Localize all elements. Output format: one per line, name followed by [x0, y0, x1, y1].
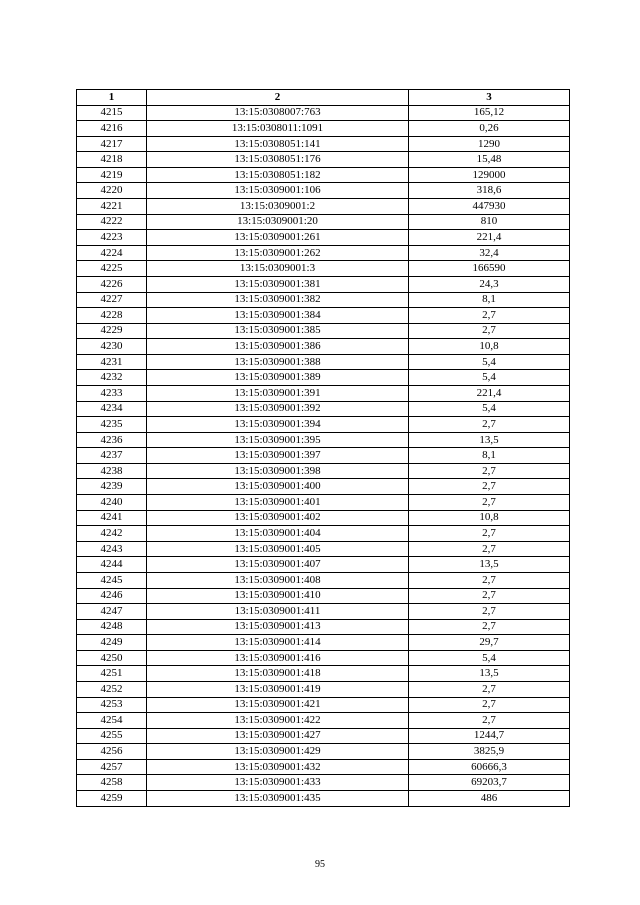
table-row [77, 152, 570, 168]
value-cell: 1244,7 [409, 728, 570, 744]
value-cell: 10,8 [409, 339, 570, 355]
cadastral-number-cell: 13:15:0309001:392 [147, 401, 409, 417]
value-cell: 2,7 [409, 526, 570, 542]
table-row [77, 791, 570, 807]
row-number-cell: 4254 [77, 713, 147, 729]
table-row [77, 214, 570, 230]
row-number-cell: 4252 [77, 681, 147, 697]
row-number-cell: 4219 [77, 167, 147, 183]
value-cell: 10,8 [409, 510, 570, 526]
value-cell: 2,7 [409, 308, 570, 324]
row-number-cell: 4231 [77, 354, 147, 370]
table-row [77, 572, 570, 588]
cadastral-number-cell: 13:15:0309001:20 [147, 214, 409, 230]
data-table [76, 89, 570, 807]
row-number-cell: 4222 [77, 214, 147, 230]
table-row [77, 728, 570, 744]
value-cell: 318,6 [409, 183, 570, 199]
value-cell: 3825,9 [409, 744, 570, 760]
cadastral-number-cell: 13:15:0309001:381 [147, 276, 409, 292]
table-row [77, 245, 570, 261]
row-number-cell: 4237 [77, 448, 147, 464]
value-cell: 32,4 [409, 245, 570, 261]
table-header-row [77, 90, 570, 106]
row-number-cell: 4230 [77, 339, 147, 355]
value-cell: 5,4 [409, 401, 570, 417]
cadastral-number-cell: 13:15:0308011:1091 [147, 121, 409, 137]
cadastral-number-cell: 13:15:0309001:391 [147, 385, 409, 401]
row-number-cell: 4248 [77, 619, 147, 635]
cadastral-number-cell: 13:15:0309001:106 [147, 183, 409, 199]
value-cell: 447930 [409, 199, 570, 215]
row-number-cell: 4221 [77, 199, 147, 215]
table-row [77, 541, 570, 557]
table-row [77, 495, 570, 511]
table-row [77, 261, 570, 277]
value-cell: 24,3 [409, 276, 570, 292]
value-cell: 166590 [409, 261, 570, 277]
row-number-cell: 4249 [77, 635, 147, 651]
row-number-cell: 4243 [77, 541, 147, 557]
column-header-1: 1 [77, 90, 147, 106]
value-cell: 2,7 [409, 495, 570, 511]
table-row [77, 759, 570, 775]
table-row [77, 448, 570, 464]
row-number-cell: 4258 [77, 775, 147, 791]
value-cell: 2,7 [409, 588, 570, 604]
row-number-cell: 4215 [77, 105, 147, 121]
cadastral-number-cell: 13:15:0309001:2 [147, 199, 409, 215]
table-row [77, 230, 570, 246]
table-row [77, 105, 570, 121]
cadastral-number-cell: 13:15:0309001:261 [147, 230, 409, 246]
value-cell: 2,7 [409, 479, 570, 495]
table-row [77, 370, 570, 386]
table-row [77, 666, 570, 682]
value-cell: 2,7 [409, 541, 570, 557]
cadastral-number-cell: 13:15:0309001:3 [147, 261, 409, 277]
table-row [77, 526, 570, 542]
row-number-cell: 4255 [77, 728, 147, 744]
row-number-cell: 4256 [77, 744, 147, 760]
row-number-cell: 4234 [77, 401, 147, 417]
value-cell: 60666,3 [409, 759, 570, 775]
row-number-cell: 4247 [77, 604, 147, 620]
cadastral-number-cell: 13:15:0309001:398 [147, 463, 409, 479]
cadastral-number-cell: 13:15:0309001:388 [147, 354, 409, 370]
cadastral-number-cell: 13:15:0309001:422 [147, 713, 409, 729]
value-cell: 8,1 [409, 292, 570, 308]
row-number-cell: 4232 [77, 370, 147, 386]
row-number-cell: 4225 [77, 261, 147, 277]
cadastral-number-cell: 13:15:0309001:433 [147, 775, 409, 791]
cadastral-number-cell: 13:15:0309001:384 [147, 308, 409, 324]
cadastral-number-cell: 13:15:0309001:397 [147, 448, 409, 464]
value-cell: 2,7 [409, 681, 570, 697]
row-number-cell: 4257 [77, 759, 147, 775]
value-cell: 129000 [409, 167, 570, 183]
row-number-cell: 4251 [77, 666, 147, 682]
cadastral-number-cell: 13:15:0309001:395 [147, 432, 409, 448]
cadastral-number-cell: 13:15:0308007:763 [147, 105, 409, 121]
cadastral-number-cell: 13:15:0309001:386 [147, 339, 409, 355]
value-cell: 8,1 [409, 448, 570, 464]
value-cell: 2,7 [409, 604, 570, 620]
row-number-cell: 4245 [77, 572, 147, 588]
row-number-cell: 4233 [77, 385, 147, 401]
table-row [77, 401, 570, 417]
row-number-cell: 4229 [77, 323, 147, 339]
row-number-cell: 4236 [77, 432, 147, 448]
table-row [77, 775, 570, 791]
value-cell: 2,7 [409, 323, 570, 339]
page-number: 95 [315, 859, 325, 870]
table-body [77, 105, 570, 806]
value-cell: 5,4 [409, 370, 570, 386]
table-row [77, 121, 570, 137]
cadastral-number-cell: 13:15:0309001:413 [147, 619, 409, 635]
table-row [77, 136, 570, 152]
value-cell: 2,7 [409, 463, 570, 479]
value-cell: 2,7 [409, 697, 570, 713]
table-row [77, 276, 570, 292]
table-row [77, 479, 570, 495]
table-row [77, 510, 570, 526]
table-row [77, 199, 570, 215]
table-row [77, 604, 570, 620]
value-cell: 0,26 [409, 121, 570, 137]
row-number-cell: 4246 [77, 588, 147, 604]
table-row [77, 463, 570, 479]
row-number-cell: 4250 [77, 650, 147, 666]
row-number-cell: 4259 [77, 791, 147, 807]
value-cell: 29,7 [409, 635, 570, 651]
cadastral-number-cell: 13:15:0309001:435 [147, 791, 409, 807]
value-cell: 221,4 [409, 230, 570, 246]
value-cell: 2,7 [409, 572, 570, 588]
table-row [77, 432, 570, 448]
value-cell: 2,7 [409, 619, 570, 635]
cadastral-number-cell: 13:15:0309001:408 [147, 572, 409, 588]
table-row [77, 557, 570, 573]
table-row [77, 650, 570, 666]
cadastral-number-cell: 13:15:0309001:400 [147, 479, 409, 495]
table-row [77, 339, 570, 355]
row-number-cell: 4238 [77, 463, 147, 479]
value-cell: 5,4 [409, 354, 570, 370]
table-row [77, 619, 570, 635]
cadastral-number-cell: 13:15:0309001:262 [147, 245, 409, 261]
table-row [77, 385, 570, 401]
table-row [77, 635, 570, 651]
cadastral-number-cell: 13:15:0309001:401 [147, 495, 409, 511]
row-number-cell: 4224 [77, 245, 147, 261]
row-number-cell: 4241 [77, 510, 147, 526]
value-cell: 221,4 [409, 385, 570, 401]
table-row [77, 744, 570, 760]
cadastral-number-cell: 13:15:0309001:429 [147, 744, 409, 760]
table-row [77, 713, 570, 729]
table-row [77, 167, 570, 183]
row-number-cell: 4218 [77, 152, 147, 168]
value-cell: 810 [409, 214, 570, 230]
value-cell: 2,7 [409, 713, 570, 729]
value-cell: 13,5 [409, 432, 570, 448]
value-cell: 2,7 [409, 417, 570, 433]
cadastral-number-cell: 13:15:0308051:182 [147, 167, 409, 183]
cadastral-number-cell: 13:15:0309001:405 [147, 541, 409, 557]
table-row [77, 308, 570, 324]
value-cell: 13,5 [409, 666, 570, 682]
row-number-cell: 4239 [77, 479, 147, 495]
row-number-cell: 4242 [77, 526, 147, 542]
row-number-cell: 4244 [77, 557, 147, 573]
cadastral-number-cell: 13:15:0309001:404 [147, 526, 409, 542]
cadastral-number-cell: 13:15:0309001:407 [147, 557, 409, 573]
cadastral-number-cell: 13:15:0309001:432 [147, 759, 409, 775]
column-header-3: 3 [409, 90, 570, 106]
row-number-cell: 4226 [77, 276, 147, 292]
cadastral-number-cell: 13:15:0309001:416 [147, 650, 409, 666]
value-cell: 1290 [409, 136, 570, 152]
value-cell: 69203,7 [409, 775, 570, 791]
row-number-cell: 4227 [77, 292, 147, 308]
value-cell: 486 [409, 791, 570, 807]
row-number-cell: 4223 [77, 230, 147, 246]
table-row [77, 292, 570, 308]
cadastral-number-cell: 13:15:0309001:394 [147, 417, 409, 433]
row-number-cell: 4217 [77, 136, 147, 152]
column-header-2: 2 [147, 90, 409, 106]
cadastral-number-cell: 13:15:0309001:427 [147, 728, 409, 744]
table-row [77, 354, 570, 370]
cadastral-number-cell: 13:15:0309001:389 [147, 370, 409, 386]
row-number-cell: 4240 [77, 495, 147, 511]
cadastral-number-cell: 13:15:0309001:419 [147, 681, 409, 697]
cadastral-number-cell: 13:15:0309001:421 [147, 697, 409, 713]
table-row [77, 588, 570, 604]
table-row [77, 697, 570, 713]
row-number-cell: 4235 [77, 417, 147, 433]
table-row [77, 183, 570, 199]
cadastral-number-cell: 13:15:0309001:385 [147, 323, 409, 339]
table-row [77, 681, 570, 697]
cadastral-number-cell: 13:15:0308051:176 [147, 152, 409, 168]
row-number-cell: 4228 [77, 308, 147, 324]
table-row [77, 323, 570, 339]
value-cell: 15,48 [409, 152, 570, 168]
value-cell: 5,4 [409, 650, 570, 666]
cadastral-number-cell: 13:15:0308051:141 [147, 136, 409, 152]
cadastral-number-cell: 13:15:0309001:410 [147, 588, 409, 604]
value-cell: 13,5 [409, 557, 570, 573]
cadastral-number-cell: 13:15:0309001:414 [147, 635, 409, 651]
row-number-cell: 4216 [77, 121, 147, 137]
cadastral-number-cell: 13:15:0309001:382 [147, 292, 409, 308]
value-cell: 165,12 [409, 105, 570, 121]
cadastral-number-cell: 13:15:0309001:418 [147, 666, 409, 682]
cadastral-number-cell: 13:15:0309001:411 [147, 604, 409, 620]
row-number-cell: 4253 [77, 697, 147, 713]
table-row [77, 417, 570, 433]
cadastral-number-cell: 13:15:0309001:402 [147, 510, 409, 526]
row-number-cell: 4220 [77, 183, 147, 199]
